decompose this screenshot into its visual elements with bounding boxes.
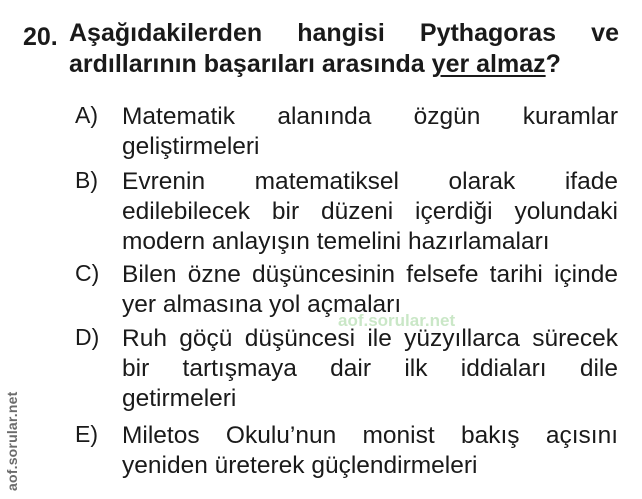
option-e-line-1: Miletos Okulu’nun monist bakış açısını bbox=[122, 422, 618, 449]
option-b-line-2: edilebilecek bir düzeni içerdiği yolundaki bbox=[122, 198, 618, 225]
option-e-line-2: yeniden üreterek güçlendirmeleri bbox=[122, 452, 478, 479]
option-b-line-1: Evrenin matematiksel olarak ifade bbox=[122, 168, 618, 195]
question-mark: ? bbox=[545, 50, 561, 78]
question-stem bbox=[69, 18, 619, 80]
question-stem-line-2 bbox=[69, 50, 561, 78]
option-a-text bbox=[122, 102, 618, 162]
side-watermark: aof.sorular.net bbox=[4, 391, 20, 491]
option-d-line-2: bir tartışmaya dair ilk iddiaları dile bbox=[122, 355, 618, 382]
option-a-line-2: geliştirmeleri bbox=[122, 133, 260, 160]
center-watermark: aof.sorular.net bbox=[338, 311, 456, 330]
question-emphasis: yer almaz bbox=[431, 50, 546, 78]
option-d-line-1: Ruh göçü düşüncesi ile yüzyıllarca sürecek bbox=[122, 325, 618, 352]
option-b-line-3: modern anlayışın temelini hazırlamaları bbox=[122, 228, 550, 255]
question-number: 20. bbox=[23, 23, 58, 51]
option-c-line-1: Bilen özne düşüncesinin felsefe tarihi içinde bbox=[122, 261, 618, 288]
question-stem-line-2-text: ardıllarının başarıları arasında bbox=[69, 50, 432, 78]
option-e-letter: E) bbox=[75, 421, 98, 447]
option-d-letter: D) bbox=[75, 324, 100, 350]
option-a-letter: A) bbox=[75, 102, 98, 128]
option-b-letter: B) bbox=[75, 167, 98, 193]
option-d-text bbox=[122, 324, 618, 414]
option-e-text bbox=[122, 421, 618, 481]
option-a-line-1: Matematik alanında özgün kuramlar bbox=[122, 103, 618, 130]
question-stem-line-1: Aşağıdakilerden hangisi Pythagoras ve bbox=[69, 19, 619, 47]
option-c-letter: C) bbox=[75, 260, 100, 286]
option-c-line-2: yer almasına yol açmaları bbox=[122, 291, 402, 318]
option-b-text bbox=[122, 167, 618, 257]
option-d-line-3: getirmeleri bbox=[122, 385, 237, 412]
